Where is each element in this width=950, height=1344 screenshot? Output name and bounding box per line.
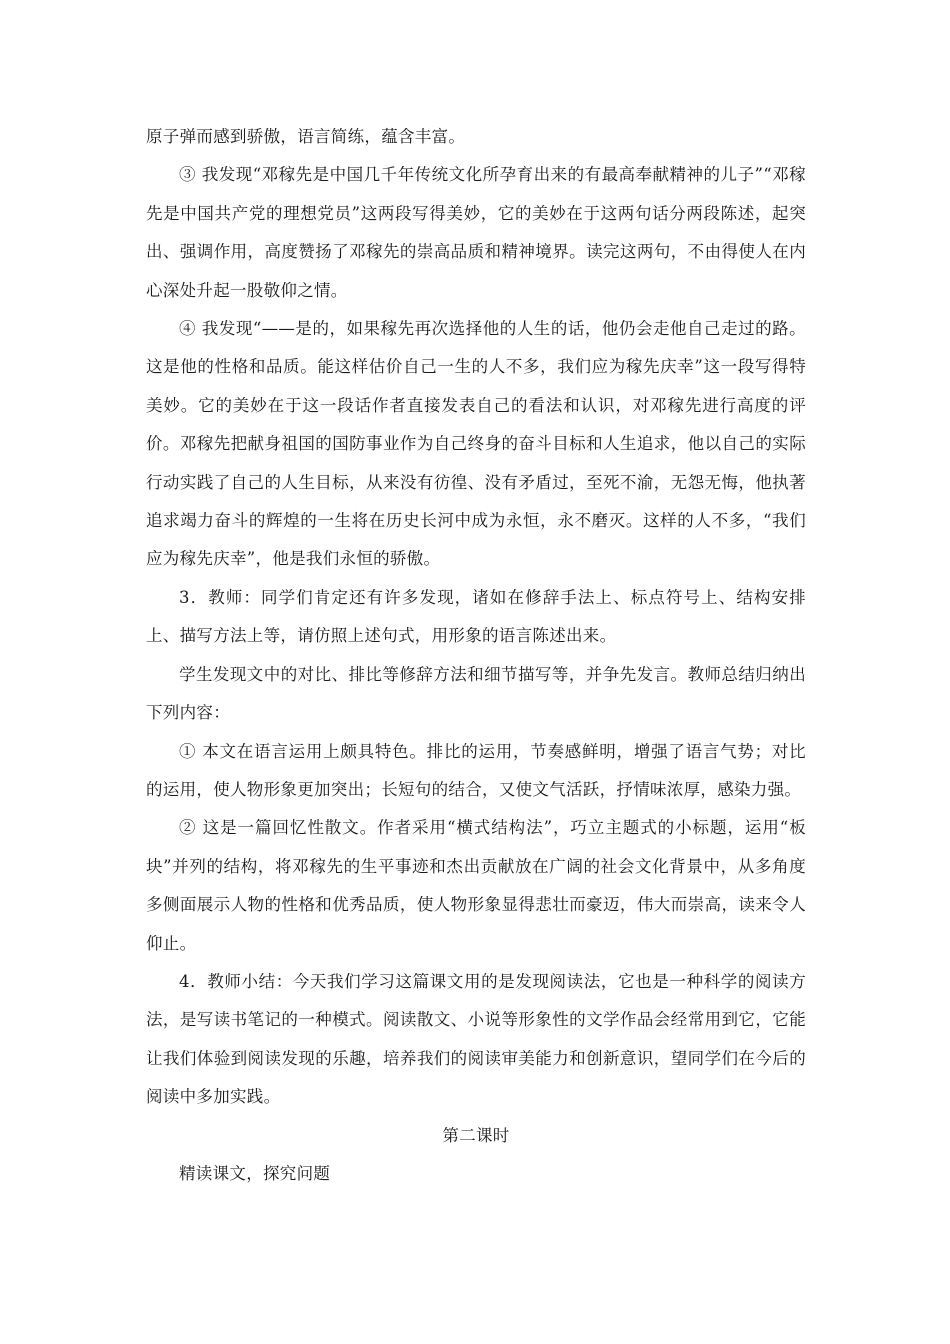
paragraph-discovery-3: ③ 我发现“邓稼先是中国几千年传统文化所孕育出来的有最高奉献精神的儿子”“邓稼先是中国共产党的理想党员”这两段写得美妙，它的美妙在于这两句话分两段陈述，起突出、强调作用，高度赞扬了邓稼先的崇高品质和精神境界。读完这两句，不由得使人在内心深处升起一股敬仰之情。 [146, 165, 806, 300]
paragraph-teacher-conclusion: 4．教师小结：今天我们学习这篇课文用的是发现阅读法，它也是一种科学的阅读方法，是写读书笔记的一种模式。阅读散文、小说等形象性的文学作品会经常用到它，它能让我们体验到阅读发现的乐趣，培养我们的阅读审美能力和创新意识，望同学们在今后的阅读中多加实践。 [146, 971, 806, 1107]
document-page [146, 118, 806, 1193]
paragraph-student-discovery: 学生发现文中的对比、排比等修辞方法和细节描写等，并争先发言。教师总结归纳出下列内容： [146, 664, 806, 723]
paragraph-summary-2: ② 这是一篇回忆性散文。作者采用“横式结构法”，巧立主题式的小标题，运用“板块”并列的结构，将邓稼先的生平事迹和杰出贡献放在广阔的社会文化背景中，从多角度多侧面展示人物的性格和优秀品质，使人物形象显得悲壮而豪迈，伟大而崇高，读来令人仰止。 [146, 818, 806, 953]
section-subheading: 精读课文，探究问题 [179, 1163, 331, 1183]
paragraph-continuation: 原子弹而感到骄傲，语言简练，蕴含丰富。 [146, 127, 466, 146]
paragraph-summary-1: ① 本文在语言运用上颇具特色。排比的运用，节奏感鲜明，增强了语言气势；对比的运用，使人物形象更加突出；长短句的结合，又使文气活跃，抒情味浓厚，感染力强。 [146, 741, 806, 799]
paragraph-teacher-step-3: 3．教师：同学们肯定还有许多发现，诸如在修辞手法上、标点符号上、结构安排上、描写方法上等，请仿照上述句式，用形象的语言陈述出来。 [146, 587, 806, 646]
paragraph-discovery-4: ④ 我发现“——是的，如果稼先再次选择他的人生的话，他仍会走他自己走过的路。这是他的性格和品质。能这样估价自己一生的人不多，我们应为稼先庆幸”这一段写得特美妙。它的美妙在于这一段话作者直接发表自己的看法和认识，对邓稼先进行高度的评价。邓稼先把献身祖国的国防事业作为自己终身的奋斗目标和人生追求，他以自己的实际行动实践了自己的人生目标，从来没有彷徨、没有矛盾过，至死不渝，无怨无悔，他执著追求竭力奋斗的辉煌的一生将在历史长河中成为永恒，永不磨灭。这样的人不多，“我们应为稼先庆幸”，他是我们永恒的骄傲。 [146, 319, 806, 569]
section-title: 第二课时 [442, 1125, 510, 1145]
